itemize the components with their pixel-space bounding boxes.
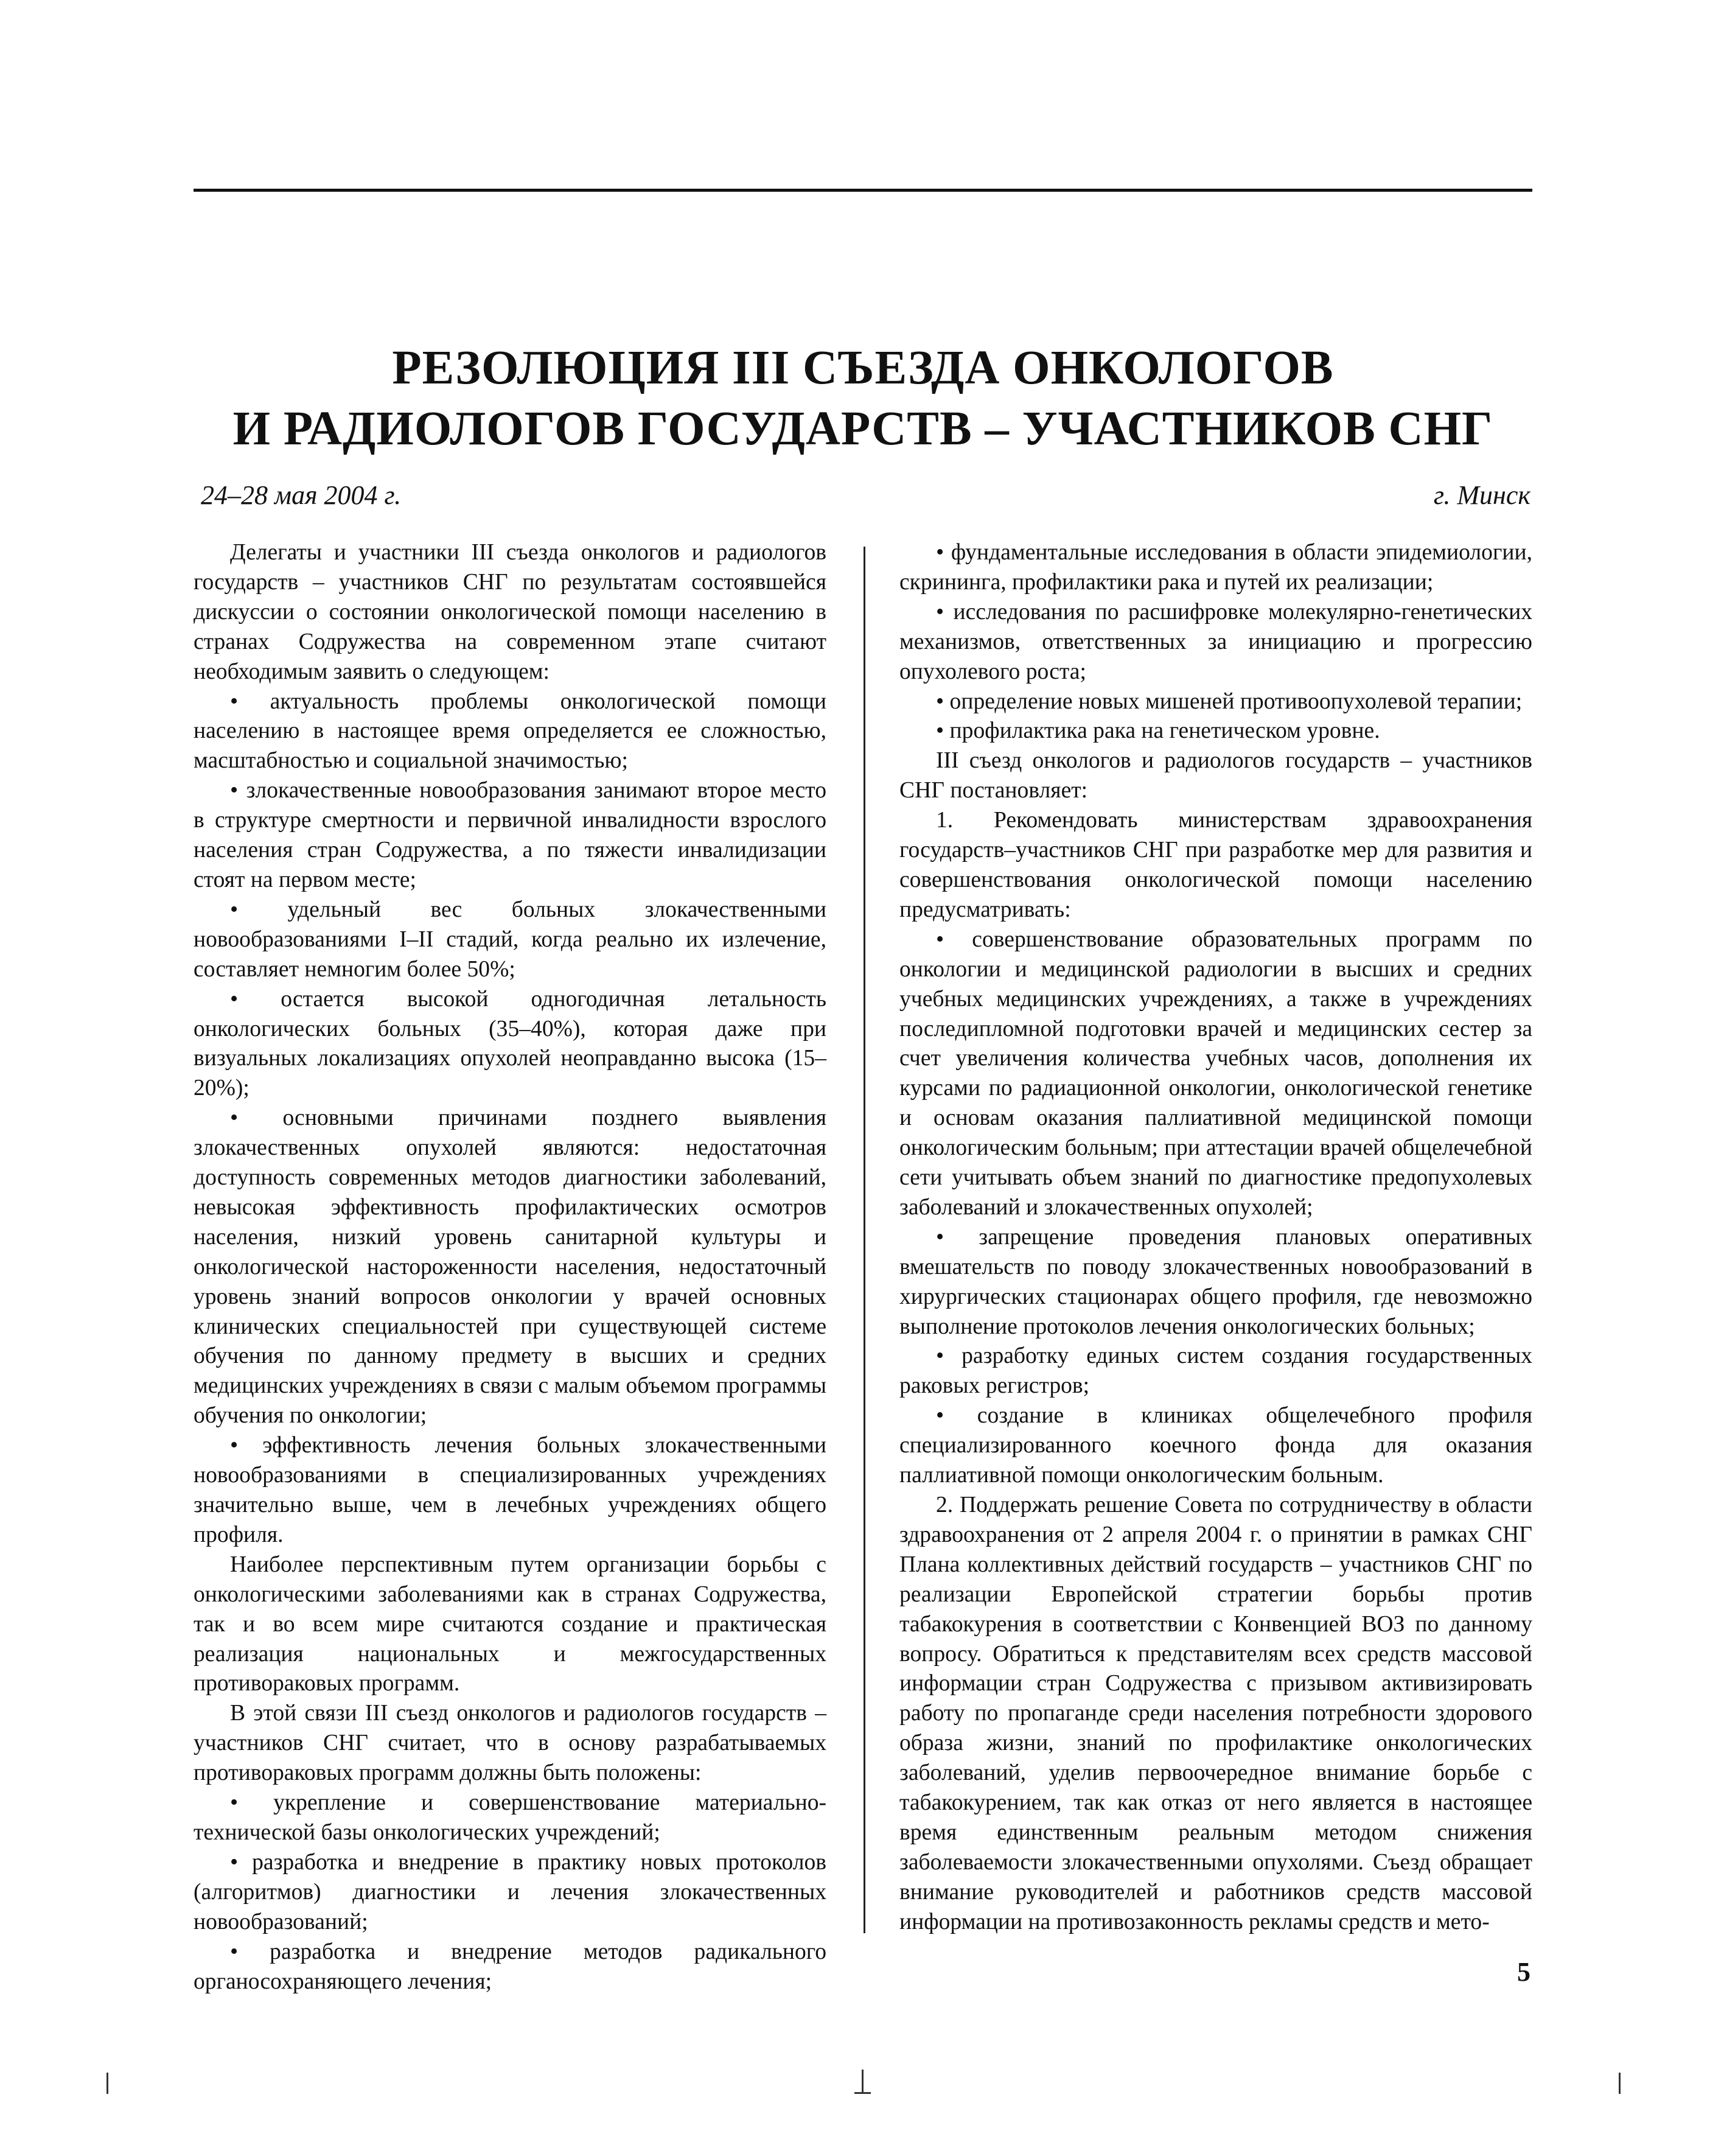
- title-line-2: И РАДИОЛОГОВ ГОСУДАРСТВ – УЧАСТНИКОВ СНГ: [232, 402, 1493, 455]
- bullet-item: • определение новых мишеней противоопухолевой терапии;: [936, 688, 1523, 714]
- column-divider: [864, 547, 865, 1933]
- crop-mark-left: [106, 2073, 108, 2094]
- city-text: г. Минск: [1433, 480, 1530, 510]
- title-line-1: РЕЗОЛЮЦИЯ III СЪЕЗДА ОНКОЛОГОВ: [392, 341, 1334, 394]
- header-rule: [194, 189, 1532, 192]
- date-text: 24–28 мая 2004 г.: [201, 480, 402, 510]
- bullet-item: • исследования по расшифровке молекулярно-генетических механизмов, ответственных за инициацию и прогрессию опухолевого роста;: [899, 599, 1532, 684]
- numbered-item: 1. Рекомендовать министерствам здравоохранения государств–участников СНГ при разработке мер для развития и совершенствования онкологической помощи населению предусматривать:: [899, 808, 1532, 922]
- right-column: [899, 538, 1532, 1937]
- bullet-item: • укрепление и совершенствование материально-технической базы онкологических учреждений;: [194, 1790, 826, 1845]
- left-column: [194, 538, 826, 1997]
- bullet-item: • разработка и внедрение методов радикального органосохраняющего лечения;: [194, 1939, 826, 1994]
- bullet-item: • создание в клиниках общелечебного профиля специализированного коечного фонда для оказания паллиативной помощи онкологическим больным.: [899, 1403, 1532, 1488]
- bullet-item: • профилактика рака на генетическом уровне.: [936, 718, 1380, 744]
- bullet-item: • основными причинами позднего выявления злокачественных опухолей являются: недостаточная доступность современных методов диагностики заболеваний, невысокая эффективность профилактических осмотров населения, низкий уровень санитарной культуры и онкологической настороженности населения, недостаточный уровень знаний вопросов онкологии у врачей основных клинических специальностей при существующей системе обучения по данному предмету в высших и средних медицинских учреждениях в связи с малым объемом программы обучения по онкологии;: [194, 1105, 826, 1429]
- bullet-item: • совершенствование образовательных программ по онкологии и медицинской радиологии в высших и средних учебных медицинских учреждениях, а также в учреждениях последипломной подготовки врачей и медицинских сестер за счет увеличения количества учебных часов, дополнения их курсами по радиационной онкологии, онкологической генетике и основам оказания паллиативной медицинской помощи онкологическим больным; при аттестации врачей общелечебной сети учитывать объем знаний по диагностике предопухолевых заболеваний и злокачественных опухолей;: [899, 926, 1532, 1220]
- bullet-item: • злокачественные новообразования занимают второе место в структуре смертности и первичной инвалидности взрослого населения стран Содружества, а по тяжести инвалидизации стоят на первом месте;: [194, 778, 826, 892]
- paragraph: Делегаты и участники III съезда онкологов и радиологов государств – участников СНГ по результатам состоявшейся дискуссии о состоянии онкологической помощи населению в странах Содружества на современном этапе считают необходимым заявить о следующем:: [194, 540, 826, 684]
- bullet-item: • эффективность лечения больных злокачественными новообразованиями в специализированных учреждениях значительно выше, чем в лечебных учреждениях общего профиля.: [194, 1433, 826, 1547]
- paragraph: Наиболее перспективным путем организации борьбы с онкологическими заболеваниями как в странах Содружества, так и во всем мире считаются создание и практическая реализация национальных и межгосударственных противораковых программ.: [194, 1552, 826, 1696]
- page-number: 5: [1517, 1957, 1530, 1987]
- bullet-item: • удельный вес больных злокачественными новообразованиями I–II стадий, когда реально их излечение, составляет немногим более 50%;: [194, 897, 826, 982]
- bullet-item: • актуальность проблемы онкологической помощи населению в настоящее время определяется ее сложностью, масштабностью и социальной значимостью;: [194, 688, 826, 774]
- page-title: [194, 338, 1532, 460]
- bullet-item: • остается высокой одногодичная летальность онкологических больных (35–40%), которая даже при визуальных локализациях опухолей неоправданно высока (15–20%);: [194, 986, 826, 1101]
- numbered-item: 2. Поддержать решение Совета по сотрудничеству в области здравоохранения от 2 апреля 2004 г. о принятии в рамках СНГ Плана коллективных действий государств – участников СНГ по реализации Европейской стратегии борьбы против табакокурения в соответствии с Конвенцией ВОЗ по данному вопросу. Обратиться к представителям всех средств массовой информации стран Содружества с призывом активизировать работу по пропаганде среди населения потребности здорового образа жизни, знаний по профилактике онкологических заболеваний, уделив первоочередное внимание борьбе с табакокурением, так как отказ от него является в настоящее время единственным реальным методом снижения заболеваемости злокачественными опухолями. Съезд обращает внимание руководителей и работников средств массовой информации на противозаконность рекламы средств и мето-: [899, 1493, 1532, 1934]
- crop-mark-center-base: [854, 2092, 871, 2094]
- crop-mark-right: [1619, 2073, 1621, 2094]
- bullet-item: • разработку единых систем создания государственных раковых регистров;: [899, 1343, 1532, 1399]
- bullet-item: • разработка и внедрение в практику новых протоколов (алгоритмов) диагностики и лечения злокачественных новообразований;: [194, 1849, 826, 1934]
- bullet-item: • запрещение проведения плановых оперативных вмешательств по поводу злокачественных новообразований в хирургических стационарах общего профиля, где невозможно выполнение протоколов лечения онкологических больных;: [899, 1224, 1532, 1339]
- bullet-item: • фундаментальные исследования в области эпидемиологии, скрининга, профилактики рака и путей их реализации;: [899, 540, 1532, 595]
- crop-mark-center: [862, 2070, 864, 2093]
- paragraph: В этой связи III съезд онкологов и радиологов государств – участников СНГ считает, что в основу разрабатываемых противораковых программ должны быть положены:: [194, 1701, 826, 1786]
- paragraph: III съезд онкологов и радиологов государств – участников СНГ постановляет:: [899, 748, 1532, 803]
